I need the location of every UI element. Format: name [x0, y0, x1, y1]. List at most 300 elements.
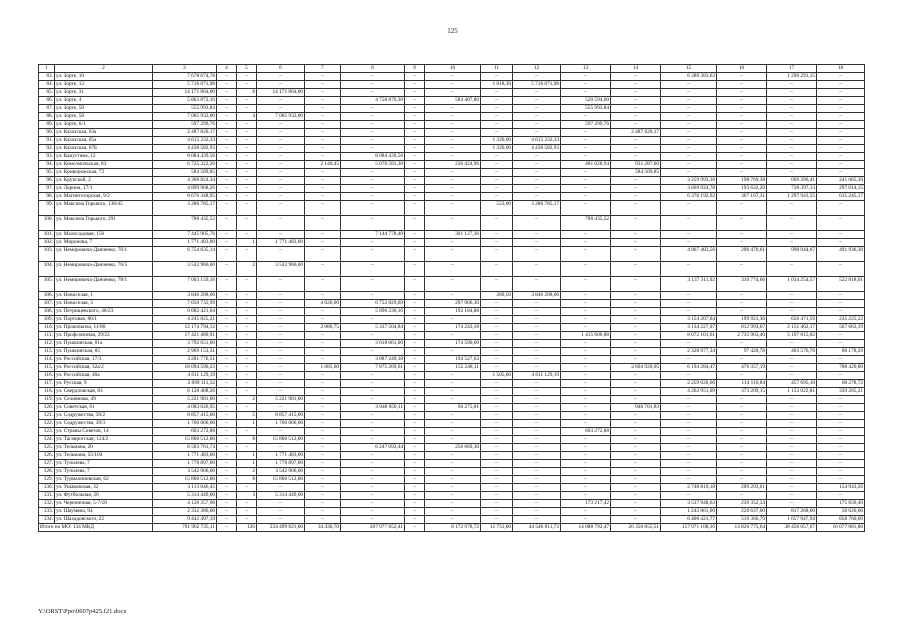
value-cell: – — [405, 292, 425, 300]
table-row — [39, 484, 865, 492]
address-cell: ул. Тельмана, 20 — [55, 444, 153, 452]
row-number: 105. — [39, 277, 55, 292]
value-cell: – — [305, 137, 341, 145]
value-cell: – — [611, 340, 661, 348]
value-cell: 1 320,00 — [481, 145, 513, 153]
row-number: 83. — [39, 73, 55, 81]
value-cell: – — [305, 380, 341, 388]
value-cell: – — [341, 412, 405, 420]
value-cell: – — [217, 484, 237, 492]
address-cell: ул. Российская, 17/3 — [55, 356, 153, 364]
value-cell: – — [717, 121, 767, 129]
value-cell: – — [425, 500, 481, 508]
value-cell: – — [425, 348, 481, 356]
address-cell: ул. Русская, 9 — [55, 380, 153, 388]
value-cell: – — [481, 308, 513, 316]
value-cell: – — [817, 444, 865, 452]
address-cell: ул. Капустина, 12 — [55, 153, 153, 161]
value-cell: – — [405, 428, 425, 436]
value-cell: – — [305, 277, 341, 292]
value-cell: 6 388 383,63 — [661, 73, 717, 81]
value-cell: – — [217, 73, 237, 81]
value-cell: – — [305, 420, 341, 428]
value-cell: 567 663,19 — [817, 324, 865, 332]
value-cell: – — [217, 239, 237, 247]
value-cell: – — [237, 364, 257, 372]
value-cell: 34 430,70 — [305, 524, 341, 532]
value-cell: 175 839,49 — [817, 500, 865, 508]
value-cell: 4 245 825,21 — [153, 316, 217, 324]
value-cell: – — [341, 500, 405, 508]
value-cell: – — [661, 340, 717, 348]
value-cell: 3 048 050,11 — [341, 404, 405, 412]
value-cell: – — [405, 277, 425, 292]
value-cell: – — [513, 476, 561, 484]
value-cell: – — [611, 396, 661, 404]
value-cell: – — [425, 420, 481, 428]
value-cell: – — [661, 300, 717, 308]
value-cell: 2 080,75 — [305, 324, 341, 332]
value-cell: – — [817, 404, 865, 412]
value-cell: 1 778 897,00 — [257, 460, 305, 468]
value-cell: – — [425, 153, 481, 161]
value-cell: – — [237, 73, 257, 81]
value-cell: – — [481, 177, 513, 185]
value-cell: 5 314 449,00 — [257, 492, 305, 500]
column-number: 8 — [341, 65, 405, 73]
value-cell: – — [237, 484, 257, 492]
value-cell: 1 778 897,00 — [153, 460, 217, 468]
value-cell: – — [717, 300, 767, 308]
value-cell: – — [561, 436, 611, 444]
value-cell: 4 611 129,19 — [153, 372, 217, 380]
value-cell: – — [257, 380, 305, 388]
value-cell: – — [305, 231, 341, 239]
table-row — [39, 137, 865, 145]
value-cell: – — [611, 145, 661, 153]
address-cell: ул. Селивнова, 49 — [55, 396, 153, 404]
address-cell: ул. Казахская, 67Б — [55, 145, 153, 153]
value-cell: – — [611, 484, 661, 492]
column-number: 18 — [817, 65, 865, 73]
value-cell: – — [561, 396, 611, 404]
value-cell: – — [817, 396, 865, 404]
row-number: 117. — [39, 380, 55, 388]
value-cell: – — [405, 516, 425, 524]
value-cell: – — [425, 380, 481, 388]
address-cell: ул. Магнитогорская, 9/2 — [55, 193, 153, 201]
value-cell: – — [481, 492, 513, 500]
value-cell: – — [405, 81, 425, 89]
value-cell: – — [425, 388, 481, 396]
row-number: 118. — [39, 388, 55, 396]
address-cell: ул. Туполева, 7 — [55, 468, 153, 476]
value-cell: – — [817, 97, 865, 105]
value-cell: – — [767, 452, 817, 460]
table-row — [39, 316, 865, 324]
value-cell: – — [305, 356, 341, 364]
value-cell: – — [611, 420, 661, 428]
value-cell: – — [717, 153, 767, 161]
value-cell: – — [561, 145, 611, 153]
value-cell: 635 245,17 — [817, 193, 865, 201]
row-number: 126. — [39, 452, 55, 460]
value-cell: – — [611, 476, 661, 484]
value-cell: – — [481, 436, 513, 444]
data-table — [38, 64, 865, 532]
value-cell: – — [257, 404, 305, 412]
value-cell: – — [425, 436, 481, 444]
value-cell: 16 077 681,80 — [817, 524, 865, 532]
value-cell: – — [237, 324, 257, 332]
value-cell: 15 860 512,00 — [257, 436, 305, 444]
table-row — [39, 396, 865, 404]
value-cell: – — [237, 153, 257, 161]
value-cell: – — [717, 262, 767, 277]
value-cell: – — [717, 145, 767, 153]
value-cell: – — [257, 340, 305, 348]
value-cell: – — [425, 316, 481, 324]
table-row — [39, 105, 865, 113]
value-cell: – — [561, 231, 611, 239]
value-cell: – — [217, 137, 237, 145]
value-cell: – — [513, 308, 561, 316]
value-cell: – — [425, 216, 481, 231]
value-cell: – — [341, 81, 405, 89]
value-cell: 15 860 512,00 — [153, 476, 217, 484]
value-cell: 669 396,41 — [767, 177, 817, 185]
value-cell: – — [611, 81, 661, 89]
row-number: 112. — [39, 340, 55, 348]
value-cell: – — [561, 277, 611, 292]
value-cell: 8 084 439,56 — [153, 153, 217, 161]
value-cell: – — [661, 460, 717, 468]
value-cell: 2 259 020,66 — [661, 380, 717, 388]
value-cell: – — [767, 262, 817, 277]
address-cell: ул. Таганрогская, 124/2 — [55, 436, 153, 444]
value-cell: – — [717, 73, 767, 81]
value-cell: – — [237, 277, 257, 292]
value-cell: – — [405, 340, 425, 348]
value-cell: – — [341, 105, 405, 113]
table-row — [39, 500, 865, 508]
value-cell: – — [405, 105, 425, 113]
value-cell: – — [237, 428, 257, 436]
value-cell: – — [561, 420, 611, 428]
value-cell: – — [767, 292, 817, 300]
footer-path: Y:\ORST\Ppo\0607p425.f21.docx — [38, 608, 127, 615]
value-cell: – — [661, 89, 717, 97]
table-row — [39, 380, 865, 388]
value-cell: – — [611, 239, 661, 247]
value-cell: – — [405, 460, 425, 468]
value-cell: – — [405, 300, 425, 308]
value-cell: 3 846 208,66 — [513, 292, 561, 300]
address-cell: ул. Крупской, 2 — [55, 177, 153, 185]
value-cell: – — [717, 113, 767, 121]
value-cell: 5 863 872,10 — [153, 97, 217, 105]
value-cell: – — [767, 81, 817, 89]
value-cell: – — [237, 500, 257, 508]
value-cell: – — [405, 324, 425, 332]
value-cell: – — [767, 300, 817, 308]
value-cell: – — [257, 185, 305, 193]
value-cell: – — [425, 73, 481, 81]
value-cell: 1 034 254,57 — [767, 277, 817, 292]
value-cell: – — [341, 113, 405, 121]
value-cell: 491 936,30 — [817, 247, 865, 262]
value-cell: – — [425, 121, 481, 129]
row-number: 100. — [39, 216, 55, 231]
value-cell: – — [237, 177, 257, 185]
value-cell: 9 442 497,19 — [153, 516, 217, 524]
value-cell: – — [405, 500, 425, 508]
value-cell: 519 366,79 — [717, 516, 767, 524]
value-cell: 8 — [237, 89, 257, 97]
value-cell: – — [341, 420, 405, 428]
row-number: 123. — [39, 428, 55, 436]
value-cell: 18 094 590,23 — [153, 364, 217, 372]
value-cell: 14 171 864,00 — [257, 89, 305, 97]
value-cell: 788 435,52 — [561, 216, 611, 231]
value-cell: – — [425, 177, 481, 185]
value-cell: 154 943,26 — [817, 484, 865, 492]
value-cell: 2 — [237, 396, 257, 404]
row-number: 119. — [39, 396, 55, 404]
value-cell: – — [237, 185, 257, 193]
value-cell: – — [661, 153, 717, 161]
value-cell: – — [661, 129, 717, 137]
value-cell: – — [561, 247, 611, 262]
table-row — [39, 177, 865, 185]
value-cell: 523,00 — [481, 201, 513, 216]
value-cell: – — [611, 113, 661, 121]
value-cell: – — [305, 372, 341, 380]
value-cell: – — [561, 169, 611, 177]
value-cell: 5 — [237, 412, 257, 420]
value-cell: 603 272,88 — [561, 428, 611, 436]
table-row — [39, 169, 865, 177]
value-cell: – — [481, 428, 513, 436]
value-cell: – — [717, 129, 767, 137]
value-cell: – — [481, 412, 513, 420]
value-cell: – — [767, 129, 817, 137]
value-cell: 8 857 415,00 — [153, 412, 217, 420]
column-number: 17 — [767, 65, 817, 73]
value-cell: – — [717, 231, 767, 239]
value-cell: – — [237, 129, 257, 137]
value-cell: – — [481, 420, 513, 428]
value-cell: – — [561, 153, 611, 161]
value-cell: – — [481, 380, 513, 388]
value-cell: – — [217, 340, 237, 348]
value-cell: – — [305, 247, 341, 262]
value-cell: – — [717, 356, 767, 364]
table-row — [39, 277, 865, 292]
value-cell: – — [425, 247, 481, 262]
value-cell: – — [481, 113, 513, 121]
value-cell: – — [405, 404, 425, 412]
table-row — [39, 428, 865, 436]
value-cell: – — [217, 153, 237, 161]
value-cell: – — [513, 177, 561, 185]
table-row — [39, 231, 865, 239]
value-cell: 1 771 483,00 — [153, 239, 217, 247]
value-cell: 1 760 000,00 — [257, 420, 305, 428]
table-row — [39, 216, 865, 231]
value-cell: – — [513, 277, 561, 292]
value-cell: 2 487 820,17 — [153, 129, 217, 137]
value-cell: – — [217, 380, 237, 388]
value-cell: – — [717, 201, 767, 216]
value-cell: – — [405, 145, 425, 153]
value-cell: – — [661, 396, 717, 404]
value-cell: – — [767, 476, 817, 484]
table-row — [39, 262, 865, 277]
value-cell: – — [305, 169, 341, 177]
value-cell: – — [817, 231, 865, 239]
value-cell: – — [305, 239, 341, 247]
value-cell: – — [257, 231, 305, 239]
table-row — [39, 436, 865, 444]
value-cell: – — [217, 500, 237, 508]
table-row — [39, 300, 865, 308]
value-cell: – — [767, 484, 817, 492]
value-cell: – — [611, 444, 661, 452]
value-cell: – — [817, 292, 865, 300]
value-cell: – — [405, 388, 425, 396]
table-row — [39, 247, 865, 262]
value-cell: – — [611, 452, 661, 460]
value-cell: – — [341, 145, 405, 153]
value-cell: – — [341, 89, 405, 97]
value-cell: 738 397,13 — [767, 185, 817, 193]
value-cell: – — [425, 239, 481, 247]
value-cell: 3 154 207,04 — [661, 316, 717, 324]
value-cell: 584 569,85 — [611, 169, 661, 177]
table-row — [39, 332, 865, 340]
value-cell: – — [257, 516, 305, 524]
row-number: 109. — [39, 316, 55, 324]
value-cell: – — [217, 105, 237, 113]
value-cell: – — [305, 105, 341, 113]
value-cell: – — [513, 231, 561, 239]
value-cell: 7 445 905,76 — [153, 231, 217, 239]
value-cell: – — [217, 516, 237, 524]
value-cell: – — [767, 340, 817, 348]
value-cell: – — [561, 348, 611, 356]
value-cell: – — [481, 185, 513, 193]
value-cell: 1 771 483,00 — [257, 239, 305, 247]
value-cell: – — [425, 468, 481, 476]
value-cell: – — [425, 262, 481, 277]
value-cell: – — [481, 444, 513, 452]
value-cell: 4 368 824,34 — [153, 177, 217, 185]
value-cell: 7 678 674,78 — [153, 73, 217, 81]
value-cell: – — [237, 201, 257, 216]
value-cell: – — [717, 420, 767, 428]
value-cell: – — [217, 420, 237, 428]
value-cell: – — [561, 516, 611, 524]
value-cell: – — [425, 412, 481, 420]
value-cell: 14 171 864,00 — [153, 89, 217, 97]
address-cell: ул. Футбольная, 26 — [55, 492, 153, 500]
value-cell: – — [257, 161, 305, 169]
value-cell: – — [611, 201, 661, 216]
address-cell: ул. Пушкинская, 85 — [55, 348, 153, 356]
address-cell: ул. Прокопьича, 11/80 — [55, 324, 153, 332]
value-cell: – — [481, 324, 513, 332]
value-cell: – — [305, 121, 341, 129]
value-cell: – — [767, 239, 817, 247]
value-cell: – — [513, 129, 561, 137]
table-row — [39, 444, 865, 452]
value-cell: – — [817, 340, 865, 348]
value-cell: 207 977 852,41 — [341, 524, 405, 532]
value-cell: 656 471,59 — [767, 316, 817, 324]
value-cell: 50 620,00 — [817, 508, 865, 516]
value-cell: – — [513, 324, 561, 332]
value-cell: 3 259 993,16 — [661, 177, 717, 185]
value-cell: – — [513, 404, 561, 412]
address-cell: ул. Немировича-Данченко, 76/1 — [55, 247, 153, 262]
value-cell: – — [611, 193, 661, 201]
value-cell: – — [257, 508, 305, 516]
value-cell: 998 944,67 — [767, 247, 817, 262]
value-cell: – — [661, 412, 717, 420]
row-number: 111. — [39, 332, 55, 340]
address-cell: ул. Черепичная, 5-7/18 — [55, 500, 153, 508]
value-cell: – — [305, 201, 341, 216]
value-cell: 3 542 966,00 — [257, 262, 305, 277]
value-cell: – — [305, 404, 341, 412]
row-number: 94. — [39, 161, 55, 169]
value-cell: – — [513, 193, 561, 201]
value-cell: – — [481, 484, 513, 492]
value-cell: – — [237, 97, 257, 105]
value-cell: – — [257, 388, 305, 396]
value-cell: 3 537 948,63 — [661, 500, 717, 508]
value-cell: – — [341, 372, 405, 380]
value-cell: – — [817, 356, 865, 364]
value-cell: 297 906,30 — [425, 300, 481, 308]
value-cell: – — [341, 492, 405, 500]
value-cell: 4 967 483,56 — [661, 247, 717, 262]
value-cell: – — [513, 492, 561, 500]
value-cell: – — [341, 277, 405, 292]
value-cell: – — [513, 239, 561, 247]
value-cell: – — [237, 169, 257, 177]
value-cell: 241 065,39 — [817, 177, 865, 185]
value-cell: – — [661, 239, 717, 247]
value-cell: – — [611, 277, 661, 292]
value-cell: – — [341, 262, 405, 277]
value-cell: – — [257, 129, 305, 137]
value-cell: – — [217, 113, 237, 121]
row-number: 92. — [39, 145, 55, 153]
row-number: 115. — [39, 364, 55, 372]
value-cell: – — [817, 452, 865, 460]
column-number: 12 — [513, 65, 561, 73]
value-cell: – — [237, 105, 257, 113]
address-cell: ул. Шахадовского, 22 — [55, 516, 153, 524]
row-number: 129. — [39, 476, 55, 484]
value-cell: – — [767, 113, 817, 121]
value-cell: 5 221 901,00 — [153, 396, 217, 404]
value-cell: – — [561, 201, 611, 216]
value-cell: – — [305, 185, 341, 193]
table-row — [39, 97, 865, 105]
